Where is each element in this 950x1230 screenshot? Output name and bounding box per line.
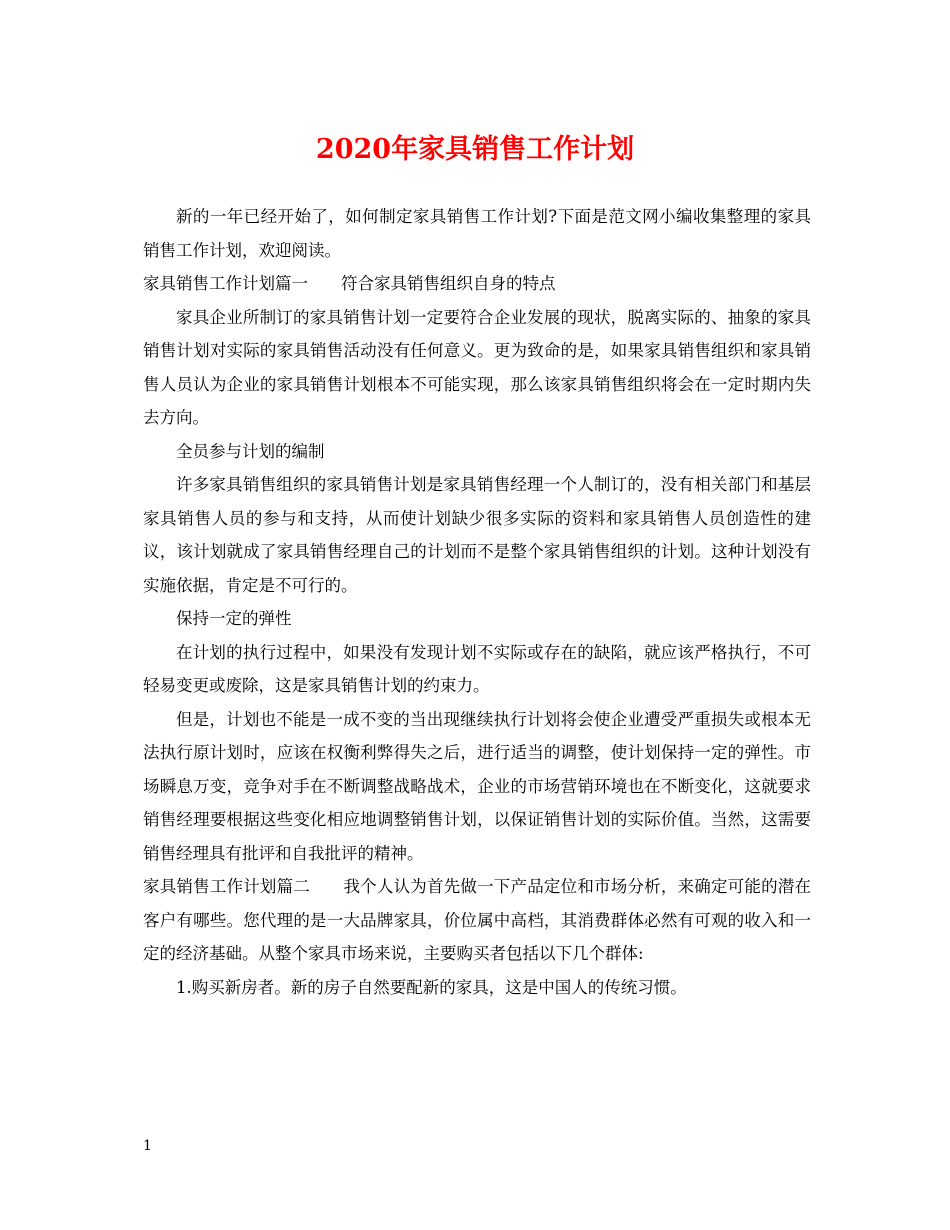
document-title: 2020年家具销售工作计划 (315, 134, 635, 165)
subheading: 全员参与计划的编制 (176, 441, 325, 461)
list-item: 1.购买新房者。新的房子自然要配新的家具，这是中国人的传统习惯。 (176, 977, 687, 997)
section-heading-part-two: 家具销售工作计划篇二 我个人认为首先做一下产品定位和市场分析，来确定可能的潜在客户有哪些。您代理的是一大品牌家具，价位属中高档，其消费群体必然有可观的收入和一定的经济基础。从整个家具市场来说，主要购买者包括以下几个群体: (143, 877, 811, 963)
intro-paragraph: 新的一年已经开始了，如何制定家具销售工作计划?下面是范文网小编收集整理的家具销售工作计划，欢迎阅读。 (143, 207, 811, 260)
document-body (143, 200, 811, 1004)
section-heading-part-one: 家具销售工作计划篇一 符合家具销售组织自身的特点 (143, 274, 556, 293)
paragraph: 家具企业所制订的家具销售计划一定要符合企业发展的现状，脱离实际的、抽象的家具销售计划对实际的家具销售活动没有任何意义。更为致命的是，如果家具销售组织和家具销售人员认为企业的家具销售计划根本不可能实现，那么该家具销售组织将会在一定时期内失去方向。 (143, 307, 811, 427)
subheading: 保持一定的弹性 (176, 609, 292, 628)
paragraph: 许多家具销售组织的家具销售计划是家具销售经理一个人制订的，没有相关部门和基层家具销售人员的参与和支持，从而使计划缺少很多实际的资料和家具销售人员创造性的建议，该计划就成了家具销售经理自己的计划而不是整个家具销售组织的计划。这种计划没有实施依据，肯定是不可行的。 (143, 475, 811, 595)
paragraph: 但是，计划也不能是一成不变的当出现继续执行计划将会使企业遭受严重损失或根本无法执行原计划时，应该在权衡利弊得失之后，进行适当的调整，使计划保持一定的弹性。市场瞬息万变，竞争对手在不断调整战略战术，企业的市场营销环境也在不断变化，这就要求销售经理要根据这些变化相应地调整销售计划，以保证销售计划的实际价值。当然，这需要销售经理具有批评和自我批评的精神。 (143, 709, 811, 863)
paragraph: 在计划的执行过程中，如果没有发现计划不实际或存在的缺陷，就应该严格执行，不可轻易变更或废除，这是家具销售计划的约束力。 (143, 642, 811, 695)
page-number: 1 (143, 1138, 152, 1154)
